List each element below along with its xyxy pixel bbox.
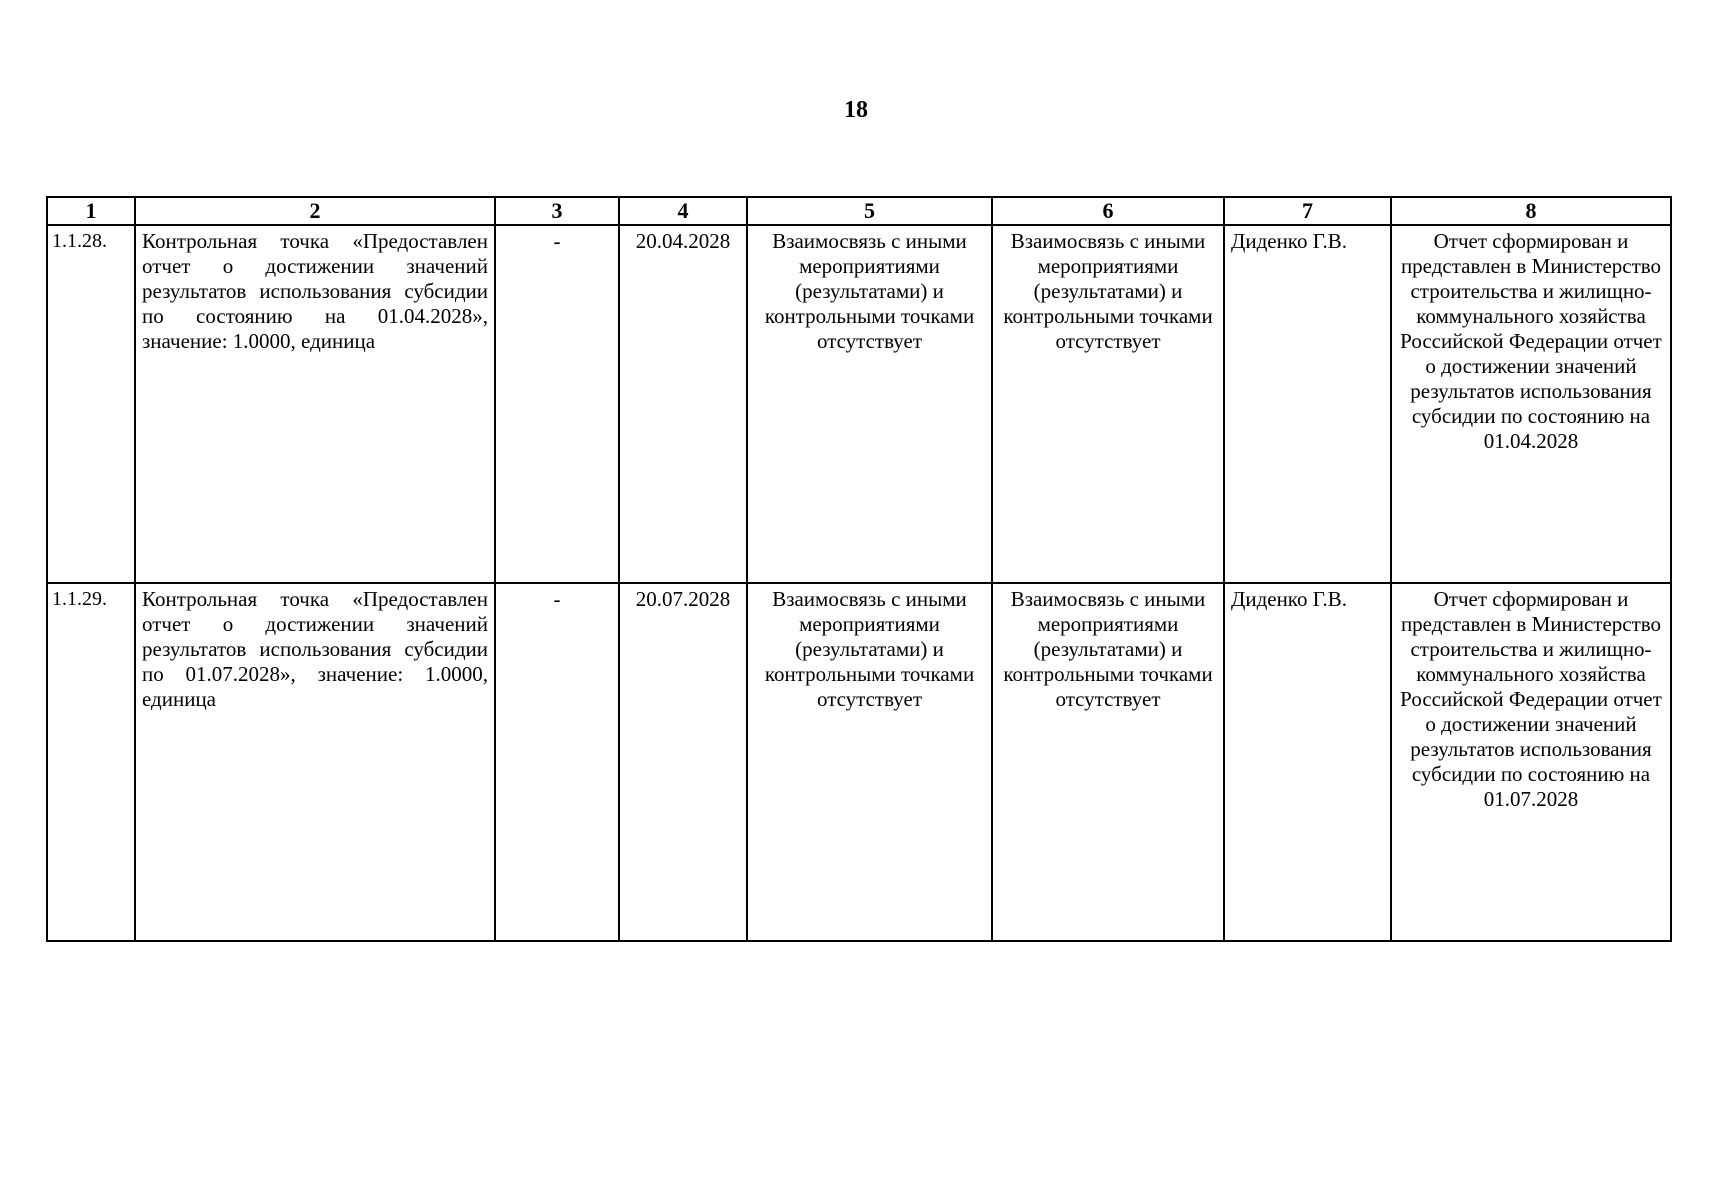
row-link-same: Взаимосвязь с иными мероприятиями (результатами) и контрольными точками отсутствует (992, 225, 1224, 583)
row-col3: - (495, 583, 619, 941)
row-responsible: Диденко Г.В. (1224, 583, 1391, 941)
header-cell: 6 (992, 197, 1224, 225)
header-cell: 5 (747, 197, 992, 225)
row-responsible: Диденко Г.В. (1224, 225, 1391, 583)
page-number: 18 (844, 97, 868, 123)
header-cell: 4 (619, 197, 747, 225)
row-description: Контрольная точка «Предоставлен отчет о достижении значений результатов использования субсидии по 01.07.2028», значение: 1.0000, единица (135, 583, 495, 941)
header-cell: 8 (1391, 197, 1671, 225)
header-cell: 7 (1224, 197, 1391, 225)
table-row (47, 225, 1671, 583)
row-result: Отчет сформирован и представлен в Министерство строительства и жилищно-коммунального хозяйства Российской Федерации отчет о достижении значений результатов использования субсидии по состоянию на 01.04.2028 (1391, 225, 1671, 583)
header-cell: 3 (495, 197, 619, 225)
header-cell: 1 (47, 197, 135, 225)
plan-table (46, 196, 1672, 942)
row-link-other: Взаимосвязь с иными мероприятиями (результатами) и контрольными точками отсутствует (747, 583, 992, 941)
row-number: 1.1.29. (47, 583, 135, 941)
row-description: Контрольная точка «Предоставлен отчет о достижении значений результатов использования субсидии по состоянию на 01.04.2028», значение: 1.0000, единица (135, 225, 495, 583)
row-number: 1.1.28. (47, 225, 135, 583)
row-date: 20.07.2028 (619, 583, 747, 941)
row-link-other: Взаимосвязь с иными мероприятиями (результатами) и контрольными точками отсутствует (747, 225, 992, 583)
row-date: 20.04.2028 (619, 225, 747, 583)
row-result: Отчет сформирован и представлен в Министерство строительства и жилищно-коммунального хозяйства Российской Федерации отчет о достижении значений результатов использования субсидии по состоянию на 01.07.2028 (1391, 583, 1671, 941)
header-cell: 2 (135, 197, 495, 225)
row-col3: - (495, 225, 619, 583)
table-row (47, 583, 1671, 941)
table-header-row (47, 197, 1671, 225)
row-link-same: Взаимосвязь с иными мероприятиями (результатами) и контрольными точками отсутствует (992, 583, 1224, 941)
